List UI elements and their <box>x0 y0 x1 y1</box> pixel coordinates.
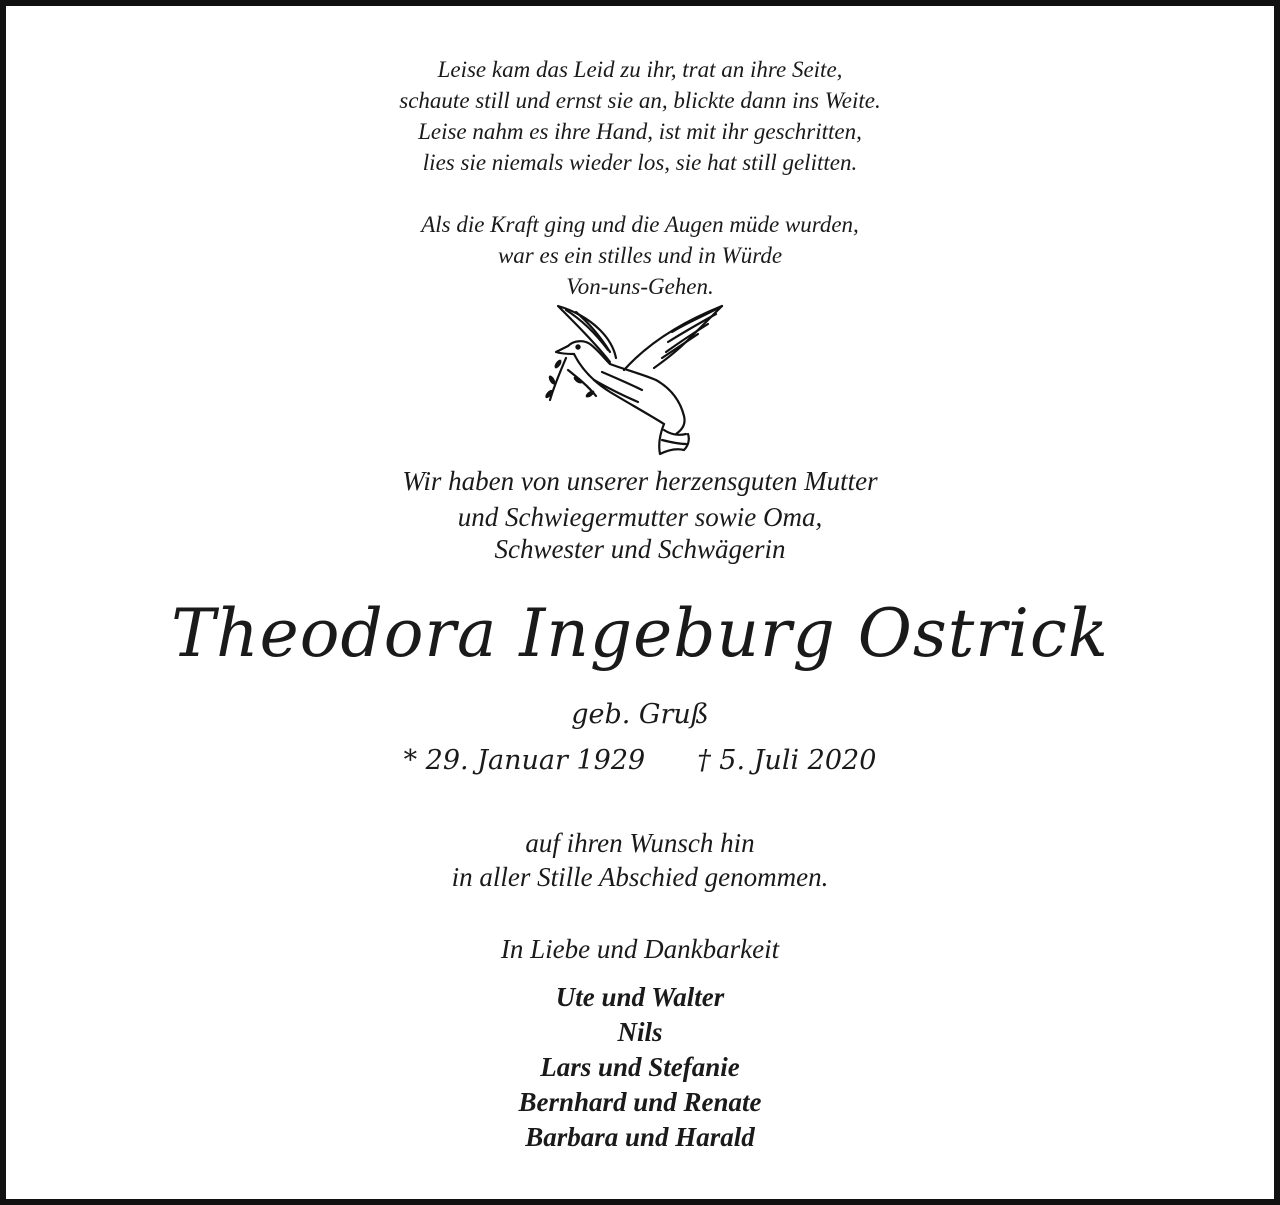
dove-with-olive-branch-icon <box>538 300 738 460</box>
intro-line: Schwester und Schwägerin <box>494 534 786 564</box>
poem-line: schaute still und ernst sie an, blickte dann ins Weite. <box>399 88 881 113</box>
family-member: Bernhard und Renate <box>518 1087 762 1117</box>
poem-line: war es ein stilles und in Würde <box>497 243 783 268</box>
born-name: geb. Gruß <box>571 699 709 730</box>
intro-line: Wir haben von unserer herzensguten Mutter <box>402 466 878 496</box>
family-member: Nils <box>617 1017 663 1047</box>
poem-line: Als die Kraft ging und die Augen müde wurden, <box>421 212 859 237</box>
poem-line: Von-uns-Gehen. <box>566 274 714 299</box>
birth-date: * 29. Januar 1929 <box>403 745 646 776</box>
deceased-name: Theodora Ingeburg Ostrick <box>171 595 1109 672</box>
family-member: Barbara und Harald <box>525 1122 755 1152</box>
poem-line: lies sie niemals wieder los, sie hat still gelitten. <box>422 150 858 175</box>
life-dates <box>0 744 1280 778</box>
intro-line: und Schwiegermutter sowie Oma, <box>457 502 823 532</box>
family-member: Lars und Stefanie <box>540 1052 740 1082</box>
poem-line: Leise kam das Leid zu ihr, trat an ihre Seite, <box>437 57 843 82</box>
closing-line: auf ihren Wunsch hin <box>525 828 755 858</box>
signoff: In Liebe und Dankbarkeit <box>500 934 780 964</box>
family-member: Ute und Walter <box>555 982 725 1012</box>
death-date: † 5. Juli 2020 <box>697 745 877 776</box>
closing-line: in aller Stille Abschied genommen. <box>451 862 829 892</box>
poem-line: Leise nahm es ihre Hand, ist mit ihr geschritten, <box>418 119 862 144</box>
